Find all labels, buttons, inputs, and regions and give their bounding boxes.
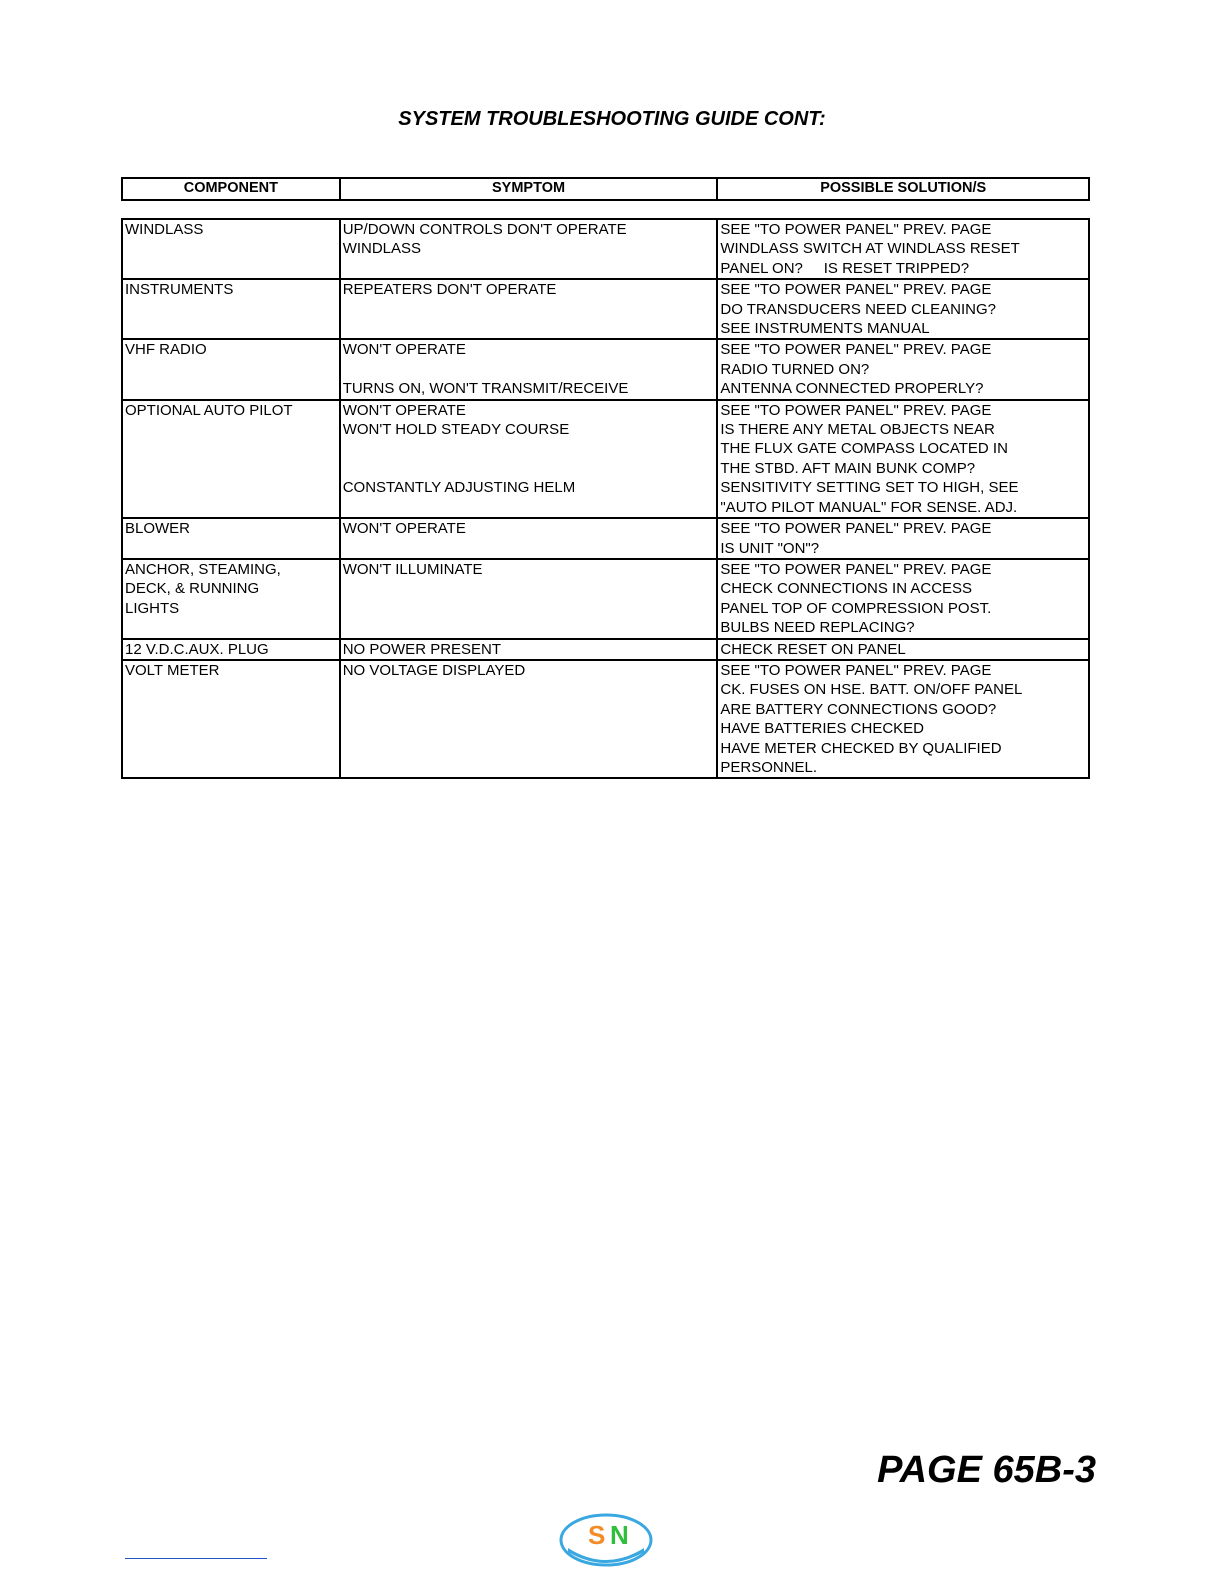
cell-line (343, 498, 715, 517)
symptom-cell (340, 660, 718, 778)
cell-line: WON'T HOLD STEADY COURSE (342, 421, 570, 439)
column-header-solution: POSSIBLE SOLUTION/S (717, 178, 1089, 200)
table-header (121, 177, 1090, 201)
cell-line (343, 259, 715, 278)
cell-line (343, 719, 715, 738)
cell-line (125, 239, 337, 258)
table-row (122, 400, 1089, 518)
solution-cell (717, 518, 1089, 559)
cell-line: OPTIONAL AUTO PILOT (125, 401, 293, 419)
cell-line: CK. FUSES ON HSE. BATT. ON/OFF PANEL (720, 681, 1023, 699)
table-row (122, 339, 1089, 399)
cell-line: CONSTANTLY ADJUSTING HELM (342, 479, 576, 497)
table-row (122, 660, 1089, 778)
component-cell (122, 639, 340, 660)
cell-line: SENSITIVITY SETTING SET TO HIGH, SEE (720, 479, 1019, 497)
cell-line (343, 439, 715, 458)
cell-line (125, 420, 337, 439)
cell-line (125, 498, 337, 517)
cell-line (343, 319, 715, 338)
cell-line: BULBS NEED REPLACING? (720, 619, 915, 637)
component-cell (122, 219, 340, 279)
cell-line: IS THERE ANY METAL OBJECTS NEAR (720, 421, 995, 439)
cell-line: PANEL TOP OF COMPRESSION POST. (720, 599, 992, 617)
cell-line: PERSONNEL. (720, 758, 818, 776)
table-row (122, 219, 1089, 279)
cell-line (125, 259, 337, 278)
cell-line (343, 539, 715, 558)
logo-letter-n: N (610, 1520, 629, 1550)
component-cell (122, 660, 340, 778)
cell-line (343, 579, 715, 598)
cell-line: NO VOLTAGE DISPLAYED (342, 661, 526, 679)
cell-line (125, 758, 337, 777)
cell-line (125, 539, 337, 558)
cell-line: ARE BATTERY CONNECTIONS GOOD? (720, 700, 997, 718)
symptom-cell (340, 339, 718, 399)
symptom-cell (340, 518, 718, 559)
cell-line (125, 618, 337, 637)
cell-line (343, 360, 715, 379)
component-cell (122, 518, 340, 559)
cell-line: 12 V.D.C.AUX. PLUG (125, 640, 269, 658)
cell-line: ANTENNA CONNECTED PROPERLY? (720, 380, 984, 398)
cell-line (343, 459, 715, 478)
sn-logo (558, 1512, 654, 1568)
cell-line (125, 719, 337, 738)
cell-line: TURNS ON, WON'T TRANSMIT/RECEIVE (342, 380, 629, 398)
cell-line: "AUTO PILOT MANUAL" FOR SENSE. ADJ. (720, 498, 1018, 516)
cell-line: CHECK CONNECTIONS IN ACCESS (720, 580, 973, 598)
cell-line: VOLT METER (125, 661, 220, 679)
cell-line: INSTRUMENTS (125, 281, 234, 299)
symptom-cell (340, 219, 718, 279)
solution-cell (717, 219, 1089, 279)
cell-line (343, 680, 715, 699)
solution-cell (717, 400, 1089, 518)
cell-line: WINDLASS (125, 221, 204, 238)
cell-line: WON'T OPERATE (342, 401, 466, 419)
cell-line (343, 758, 715, 777)
symptom-cell (340, 559, 718, 639)
troubleshooting-table (121, 218, 1090, 779)
cell-line (343, 618, 715, 637)
page-number: PAGE 65B-3 (877, 1449, 1096, 1491)
cell-line: BLOWER (125, 520, 191, 538)
cell-line: DO TRANSDUCERS NEED CLEANING? (720, 300, 996, 318)
table-row (122, 518, 1089, 559)
symptom-cell (340, 400, 718, 518)
solution-cell (717, 279, 1089, 339)
table-row (122, 279, 1089, 339)
cell-line: WON'T OPERATE (342, 341, 466, 359)
cell-line: THE FLUX GATE COMPASS LOCATED IN (720, 440, 1008, 458)
footer-link-underline (125, 1558, 267, 1559)
cell-line: HAVE METER CHECKED BY QUALIFIED (720, 739, 1002, 757)
cell-line: SEE "TO POWER PANEL" PREV. PAGE (720, 401, 992, 419)
cell-line: CHECK RESET ON PANEL (720, 640, 906, 658)
cell-line (125, 739, 337, 758)
cell-line (125, 478, 337, 497)
cell-line: WINDLASS (342, 240, 422, 258)
cell-line (343, 739, 715, 758)
cell-line: THE STBD. AFT MAIN BUNK COMP? (720, 459, 976, 477)
solution-cell (717, 559, 1089, 639)
cell-line (125, 360, 337, 379)
solution-cell (717, 639, 1089, 660)
solution-cell (717, 660, 1089, 778)
cell-line: SEE "TO POWER PANEL" PREV. PAGE (720, 221, 992, 238)
cell-line: RADIO TURNED ON? (720, 360, 870, 378)
cell-line (343, 700, 715, 719)
symptom-cell (340, 279, 718, 339)
cell-line: UP/DOWN CONTROLS DON'T OPERATE (342, 221, 627, 238)
cell-line: NO POWER PRESENT (342, 640, 502, 658)
component-cell (122, 279, 340, 339)
solution-cell (717, 339, 1089, 399)
cell-line: SEE INSTRUMENTS MANUAL (720, 320, 930, 338)
cell-line: SEE "TO POWER PANEL" PREV. PAGE (720, 560, 992, 578)
cell-line (125, 700, 337, 719)
cell-line: SEE "TO POWER PANEL" PREV. PAGE (720, 661, 992, 679)
table-row (122, 639, 1089, 660)
cell-line (343, 300, 715, 319)
cell-line: DECK, & RUNNING (125, 580, 260, 598)
column-header-symptom: SYMPTOM (340, 178, 718, 200)
cell-line: LIGHTS (125, 599, 180, 617)
page-title: SYSTEM TROUBLESHOOTING GUIDE CONT: (398, 108, 826, 130)
cell-line: WON'T OPERATE (342, 520, 466, 538)
logo-letter-s: S (588, 1520, 606, 1550)
cell-line: SEE "TO POWER PANEL" PREV. PAGE (720, 520, 992, 538)
cell-line (125, 459, 337, 478)
column-header-component: COMPONENT (122, 178, 340, 200)
cell-line (125, 300, 337, 319)
symptom-cell (340, 639, 718, 660)
cell-line: VHF RADIO (125, 341, 207, 359)
cell-line (125, 379, 337, 398)
cell-line (343, 599, 715, 618)
cell-line (125, 319, 337, 338)
cell-line: SEE "TO POWER PANEL" PREV. PAGE (720, 341, 992, 359)
logo-ring (561, 1515, 651, 1565)
cell-line: WON'T ILLUMINATE (342, 560, 483, 578)
cell-line: ANCHOR, STEAMING, (125, 560, 281, 578)
component-cell (122, 339, 340, 399)
cell-line: IS UNIT "ON"? (720, 539, 820, 557)
component-cell (122, 400, 340, 518)
cell-line: PANEL ON? IS RESET TRIPPED? (720, 259, 970, 277)
cell-line: REPEATERS DON'T OPERATE (342, 281, 557, 299)
cell-line (125, 439, 337, 458)
cell-line (125, 680, 337, 699)
component-cell (122, 559, 340, 639)
cell-line: HAVE BATTERIES CHECKED (720, 720, 925, 738)
cell-line: SEE "TO POWER PANEL" PREV. PAGE (720, 281, 992, 299)
cell-line: WINDLASS SWITCH AT WINDLASS RESET (720, 240, 1020, 258)
table-row (122, 559, 1089, 639)
